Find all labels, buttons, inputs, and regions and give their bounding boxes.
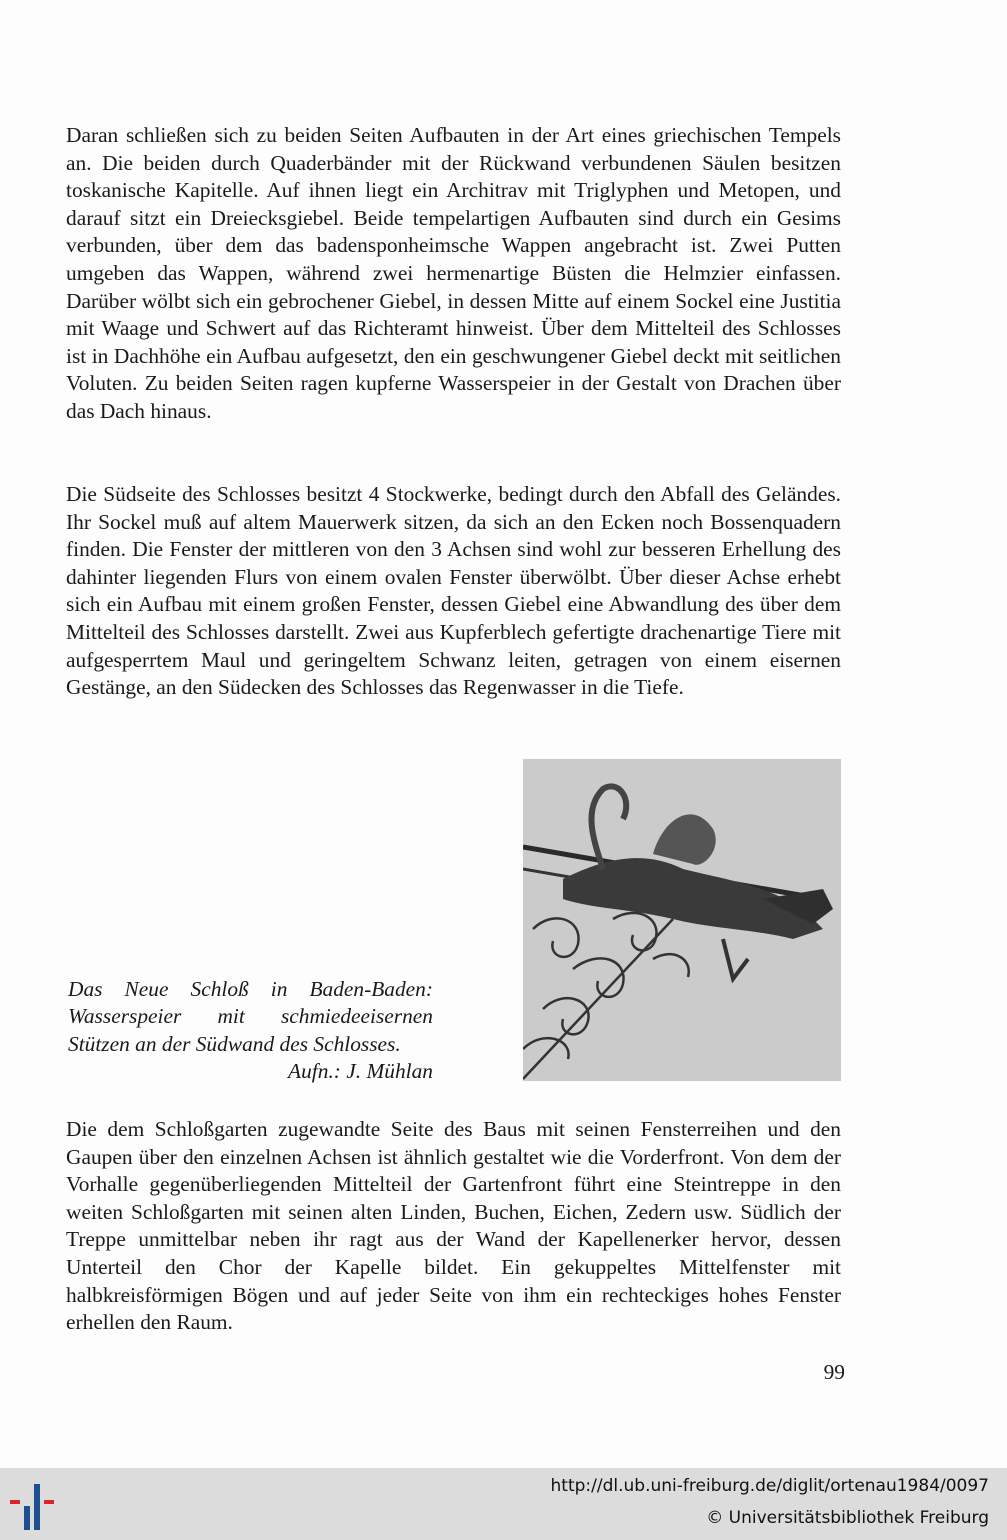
viewer-footer xyxy=(0,1468,1007,1540)
gargoyle-illustration xyxy=(523,759,841,1081)
paragraph-1: Daran schließen sich zu beiden Seiten Aufbauten in der Art eines griechischen Tempels an. Die beiden durch Quaderbänder mit der Rückwand verbundenen Säulen besitzen toskanische Kapitelle. Auf ihnen liegt ein Architrav mit Triglyphen und Metopen, und darauf sitzt ein Dreiecksgiebel. Beide tempelartigen Aufbauten sind durch ein Gesims verbunden, über dem das badensponheimsche Wappen angebracht ist. Zwei Putten umgeben das Wappen, während zwei hermenartige Büsten die Helmzier einfassen. Darüber wölbt sich ein gebrochener Giebel, in dessen Mitte auf einem Sockel eine Justitia mit Waage und Schwert auf das Richteramt hinweist. Über dem Mittelteil des Schlosses ist in Dachhöhe ein Aufbau aufgesetzt, den ein geschwungener Giebel deckt mit seitlichen Voluten. Zu beiden Seiten ragen kupferne Wasserspeier in der Gestalt von Drachen über das Dach hinaus. xyxy=(66,123,841,423)
page-number: 99 xyxy=(823,1360,845,1384)
photo-credit: Aufn.: J. Mühlan xyxy=(288,1059,433,1084)
library-logo-icon xyxy=(8,1476,64,1532)
document-url[interactable]: http://dl.ub.uni-freiburg.de/diglit/ortenau1984/0097 xyxy=(550,1476,989,1496)
photo-caption xyxy=(68,976,433,1086)
paragraph-2: Die Südseite des Schlosses besitzt 4 Stockwerke, bedingt durch den Abfall des Geländes. Ihr Sockel muß auf altem Mauerwerk sitzen, da sich an den Ecken noch Bossenquadern finden. Die Fenster der mittleren von den 3 Achsen sind wohl zur besseren Erhellung des dahinter liegenden Flurs von einem ovalen Fenster überwölbt. Über dieser Achse erhebt sich ein Aufbau mit einem großen Fenster, dessen Giebel eine Abwandlung des über dem Mittelteil des Schlosses darstellt. Zwei aus Kupferblech gefertigte drachenartige Tiere mit aufgesperrtem Maul und geringeltem Schwanz leiten, getragen von einem eisernen Gestänge, an den Südecken des Schlosses das Regenwasser in die Tiefe. xyxy=(66,482,841,700)
caption-text: Das Neue Schloß in Baden-Baden: Wasserspeier mit schmiedeeisernen Stützen an der Südwand des Schlosses. xyxy=(68,977,433,1056)
paragraph-3: Die dem Schloßgarten zugewandte Seite des Baus mit seinen Fensterreihen und den Gaupen über den einzelnen Achsen ist ähnlich gestaltet wie die Vorderfront. Von dem der Vorhalle gegenüberliegenden Mittelteil der Gartenfront führt eine Steintreppe in den weiten Schloßgarten mit seinen alten Linden, Buchen, Eichen, Zedern usw. Südlich der Treppe unmittelbar neben ihr ragt aus der Wand der Kapellenerker hervor, dessen Unterteil den Chor der Kapelle bildet. Ein gekuppeltes Mittelfenster mit halbkreisförmigen Bögen und auf jeder Seite von ihm ein rechteckiges hohes Fenster erhellen den Raum. xyxy=(66,1117,841,1335)
copyright-notice: © Universitätsbibliothek Freiburg xyxy=(706,1508,989,1528)
gargoyle-photo xyxy=(523,759,841,1081)
